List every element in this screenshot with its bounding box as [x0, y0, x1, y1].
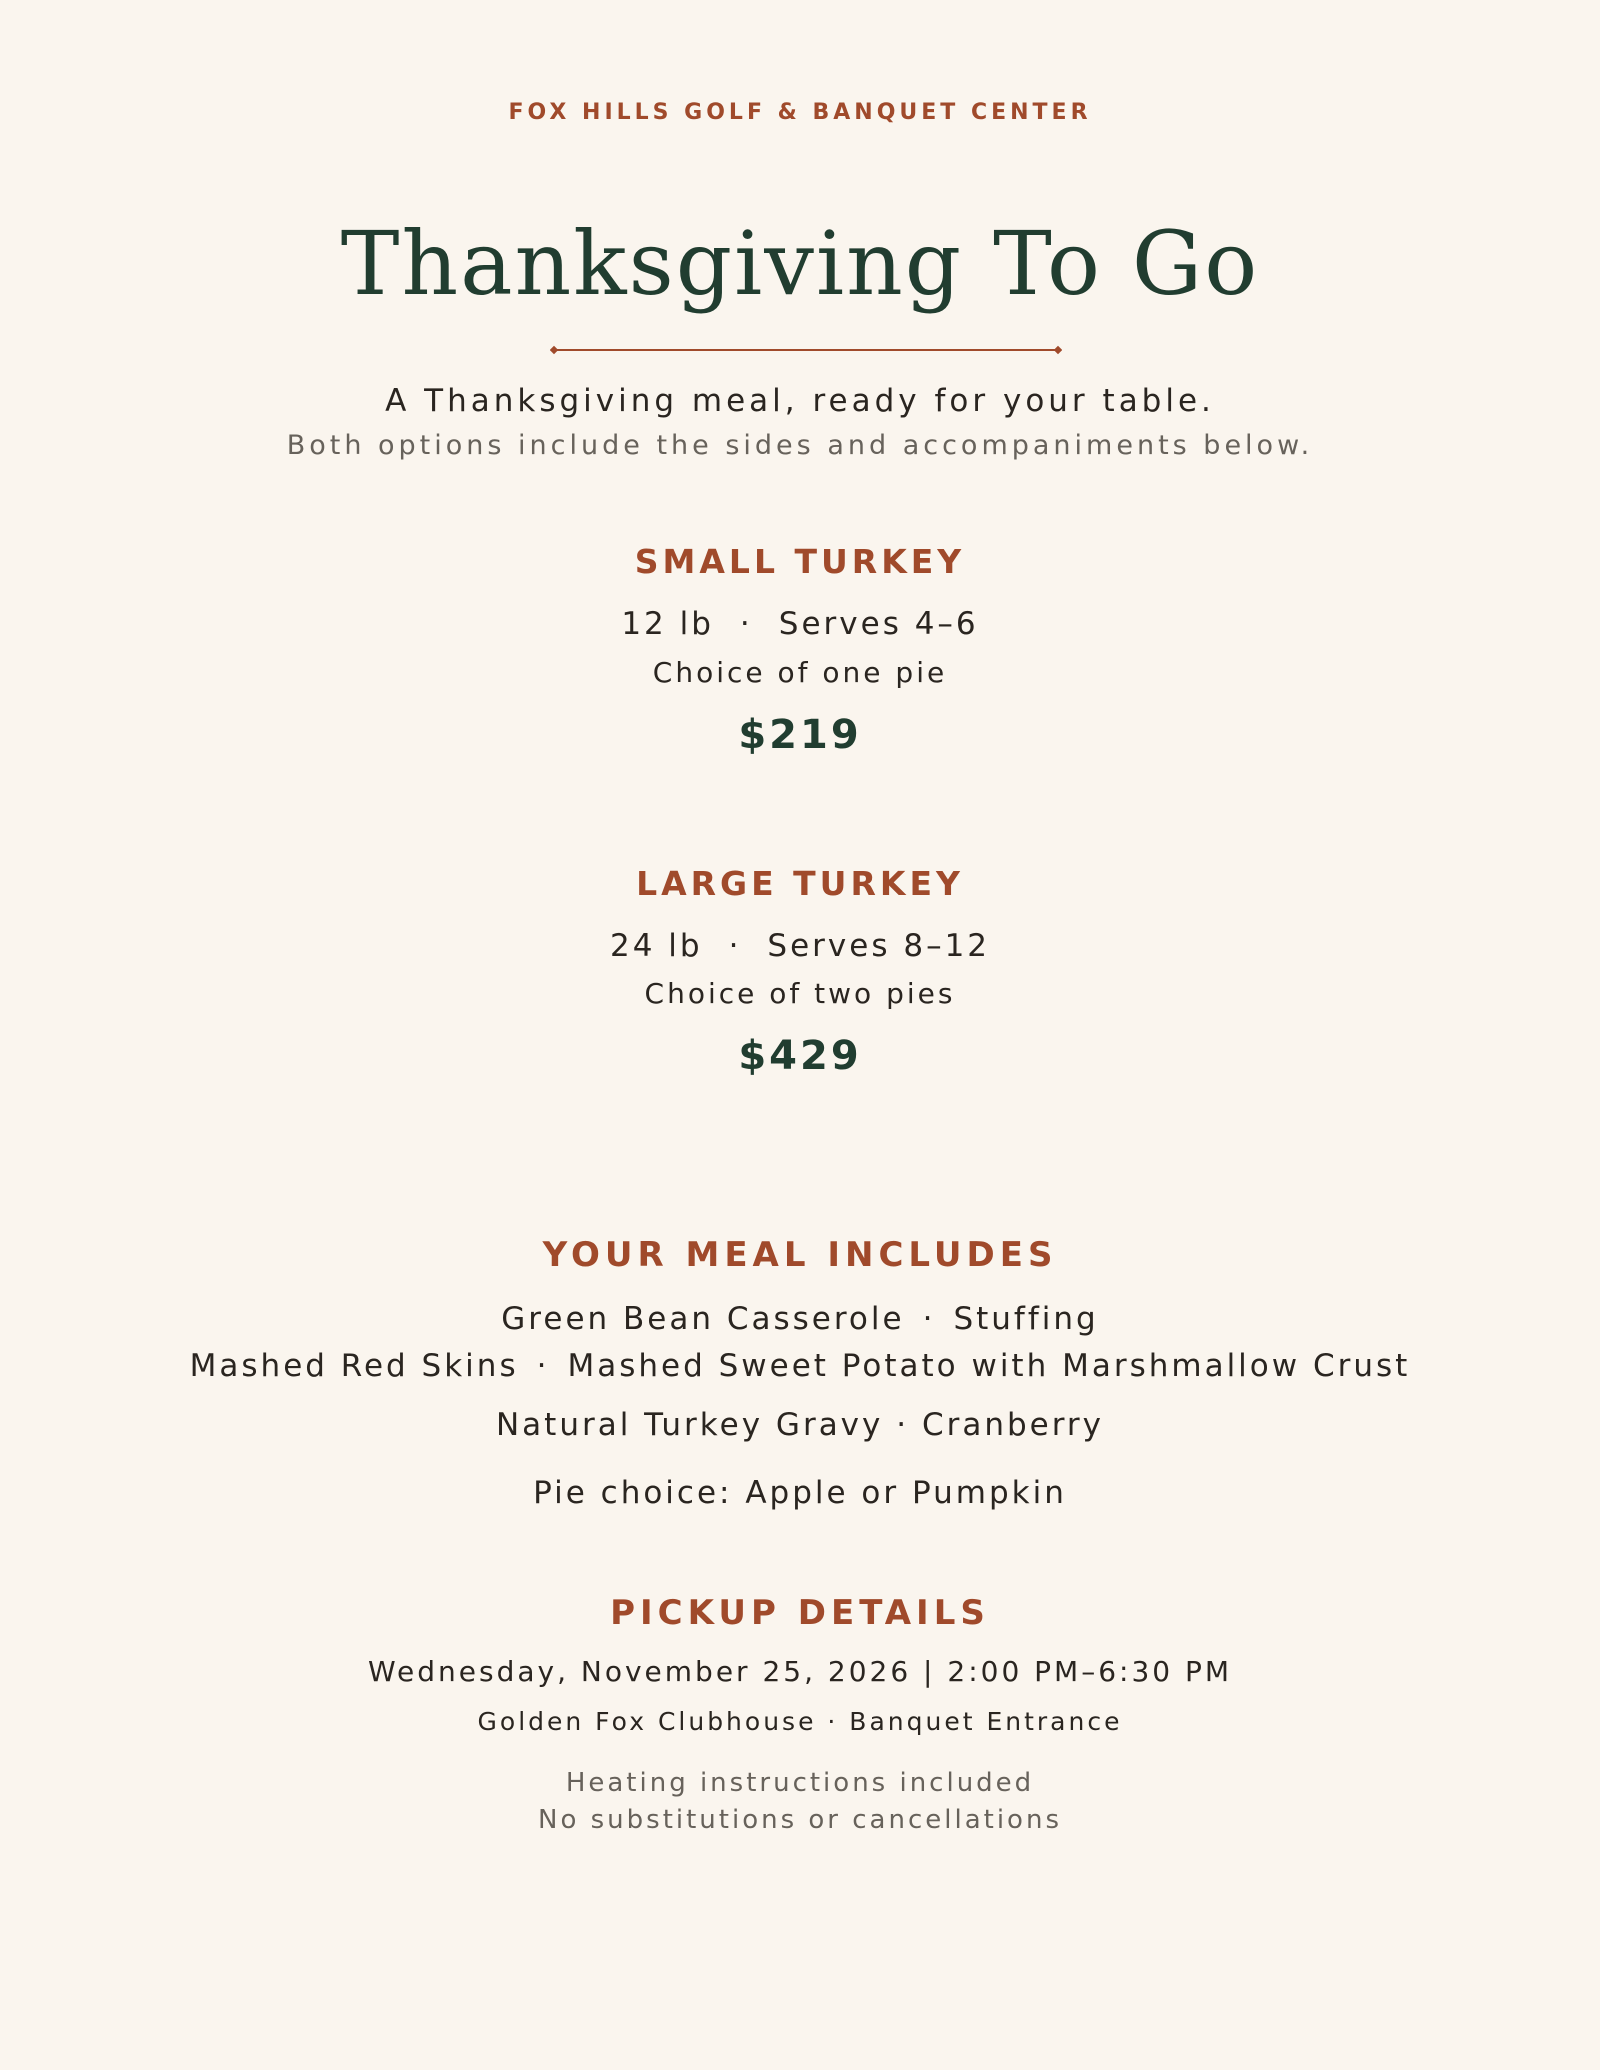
- tagline: A Thanksgiving meal, ready for your table.: [385, 383, 1215, 419]
- pickup-note-substitutions: No substitutions or cancellations: [538, 1805, 1062, 1835]
- option-large-weight: 24 lb: [609, 928, 703, 964]
- pickup-heading: PICKUP DETAILS: [610, 1593, 990, 1633]
- options-note: Both options include the sides and accompaniments below.: [286, 430, 1314, 461]
- option-small-spec: [0, 606, 1600, 642]
- item-mashed-sweet-potato: Mashed Sweet Potato with Marshmallow Crust: [567, 1348, 1411, 1384]
- option-large-price: $429: [738, 1033, 862, 1079]
- includes-separator: ·: [536, 1348, 550, 1384]
- option-large-name: LARGE TURKEY: [636, 864, 964, 903]
- option-small-name: SMALL TURKEY: [634, 542, 966, 581]
- pickup-date-time: Wednesday, November 25, 2026 | 2:00 PM–6:30 PM: [367, 1655, 1233, 1688]
- title-divider: [550, 343, 1062, 357]
- includes-heading: YOUR MEAL INCLUDES: [542, 1235, 1058, 1275]
- item-green-bean-casserole: Green Bean Casserole: [501, 1301, 905, 1337]
- venue-name: FOX HILLS GOLF & BANQUET CENTER: [508, 100, 1092, 125]
- option-large-spec: [0, 928, 1600, 964]
- page-title: Thanksgiving To Go: [340, 212, 1260, 315]
- option-large-pies: Choice of two pies: [644, 977, 956, 1010]
- option-small-price: $219: [738, 712, 862, 758]
- includes-row-2: [0, 1348, 1600, 1384]
- item-mashed-red-skins: Mashed Red Skins: [189, 1348, 519, 1384]
- option-small-weight: 12 lb: [621, 606, 714, 642]
- item-stuffing: Stuffing: [953, 1301, 1099, 1337]
- includes-row-3: Natural Turkey Gravy · Cranberry: [495, 1407, 1105, 1443]
- option-small-separator: ·: [739, 606, 753, 642]
- pickup-note-heating: Heating instructions included: [565, 1768, 1035, 1798]
- option-small-pies: Choice of one pie: [652, 656, 948, 689]
- pickup-location: Golden Fox Clubhouse · Banquet Entrance: [477, 1707, 1123, 1736]
- option-large-serves: Serves 8–12: [767, 928, 991, 964]
- option-small-serves: Serves 4–6: [778, 606, 979, 642]
- option-large-separator: ·: [728, 928, 742, 964]
- includes-row-1: [0, 1301, 1600, 1337]
- pie-choice: Pie choice: Apple or Pumpkin: [533, 1475, 1067, 1511]
- includes-separator: ·: [922, 1301, 936, 1337]
